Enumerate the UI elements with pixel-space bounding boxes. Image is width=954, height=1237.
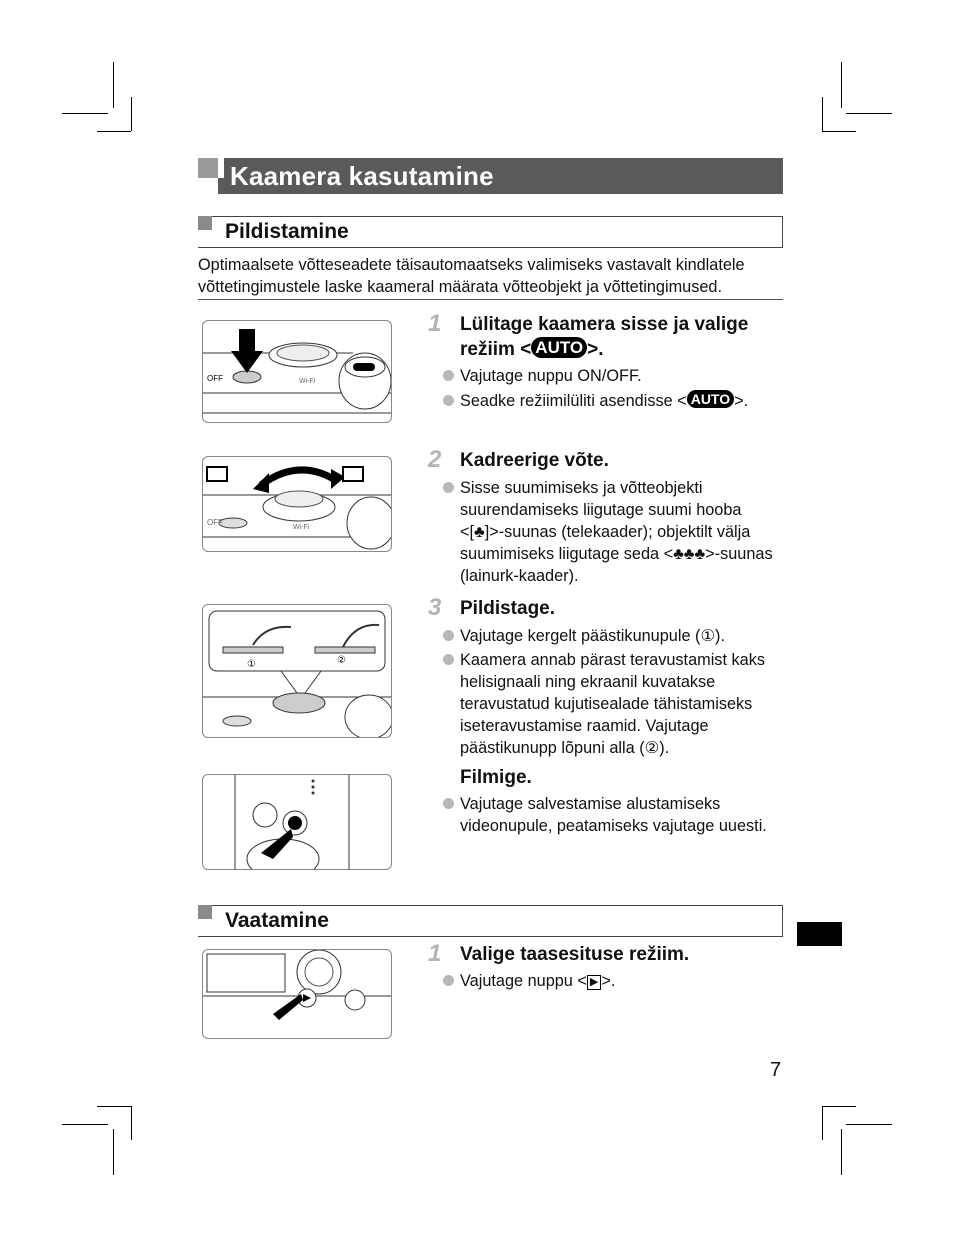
play-icon: ▶: [587, 975, 601, 990]
bullet-text: Kaamera annab pärast teravustamist kaks helisignaali ning ekraanil kuvatakse teravustatud kujutisealade tähistamiseks iseteravustamise raamid. Vajutage päästikunupp lõpuni alla (②).: [460, 651, 765, 757]
list-item: [443, 390, 788, 412]
section-title: Vaatamine: [225, 909, 329, 932]
bullet-text: Vajutage nuppu ON/OFF.: [460, 367, 642, 385]
callout-1: ①: [247, 659, 256, 670]
step-heading-line: režiim <: [460, 339, 532, 360]
bullet-icon: [443, 798, 454, 809]
off-label: OFF: [207, 518, 223, 527]
list-item: [443, 477, 788, 587]
page-number: 7: [770, 1059, 782, 1081]
step-number: 1: [428, 940, 442, 967]
step-heading: Pildistage.: [460, 598, 556, 619]
bullet-icon: [443, 654, 454, 665]
bullet-icon: [443, 395, 454, 406]
bullet-text-part: >.: [601, 972, 616, 990]
bullet-text: [460, 970, 788, 992]
step-heading: Kadreerige võte.: [460, 450, 609, 471]
bullet-icon: [443, 630, 454, 641]
playback-button-illustration: [202, 949, 392, 1039]
bullet-text: Vajutage salvestamise alustamiseks videonupule, peatamiseks vajutage uuesti.: [460, 795, 767, 835]
camera-zoom-illustration: [202, 456, 392, 552]
bullet-icon: [443, 370, 454, 381]
movie-button-illustration: [202, 774, 392, 870]
list-item: [443, 970, 788, 992]
auto-mode-icon: AUTO: [531, 337, 587, 358]
chapter-title: Kaamera kasutamine: [230, 161, 494, 191]
bullet-icon: [443, 482, 454, 493]
step-heading: Filmige.: [460, 767, 532, 788]
crop-mark: [97, 131, 131, 132]
step-heading-line: Lülitage kaamera sisse ja valige: [460, 314, 749, 335]
crop-mark: [822, 1106, 856, 1107]
step-number: 1: [428, 310, 442, 337]
step-heading: [460, 312, 748, 362]
bullet-text-part: Seadke režiimilüliti asendisse <: [460, 392, 687, 410]
crop-mark: [113, 62, 114, 108]
off-label: OFF: [207, 374, 223, 383]
shutter-press-illustration: [202, 604, 392, 738]
crop-mark: [841, 1129, 842, 1175]
list-item: [443, 625, 788, 647]
crop-mark: [822, 97, 823, 131]
wifi-label: Wi-Fi: [299, 378, 316, 385]
step-number: 3: [428, 594, 442, 621]
step-heading: Valige taasesituse režiim.: [460, 944, 690, 965]
wifi-label: Wi-Fi: [293, 524, 310, 531]
crop-mark: [841, 62, 842, 108]
bullet-text: Sisse suumimiseks ja võtteobjekti suurendamiseks liigutage suumi hooba <[♣]>-suunas (telekaader); objektilt välja suumimiseks liigutage seda <♣♣♣>-suunas (lainurk-kaader).: [460, 479, 773, 585]
bullet-text-part: Vajutage nuppu <: [460, 972, 587, 990]
chapter-tab: [797, 922, 842, 946]
list-item: [443, 793, 788, 837]
crop-mark: [97, 1106, 131, 1107]
bullet-icon: [443, 975, 454, 986]
crop-mark: [131, 97, 132, 131]
crop-mark: [822, 131, 856, 132]
bullet-text: [460, 390, 788, 412]
playback-drawing: [203, 950, 391, 1038]
movie-drawing: [203, 775, 391, 869]
crop-mark: [822, 1106, 823, 1140]
divider: [198, 299, 783, 300]
auto-mode-icon: AUTO: [687, 390, 734, 408]
bullet-text-part: >.: [734, 392, 749, 410]
shutter-drawing: [203, 605, 391, 737]
crop-mark: [62, 1124, 108, 1125]
chapter-title-bar: [198, 158, 783, 194]
section-title: Pildistamine: [225, 220, 349, 243]
crop-mark: [113, 1129, 114, 1175]
bullet-text: Vajutage kergelt päästikunupule (①).: [460, 627, 725, 645]
camera-power-illustration: [202, 320, 392, 423]
crop-mark: [62, 113, 108, 114]
camera-top-drawing: [203, 321, 391, 422]
list-item: [443, 365, 788, 387]
crop-mark: [131, 1106, 132, 1140]
step-number: 2: [428, 446, 442, 473]
camera-zoom-drawing: [203, 457, 391, 551]
step-heading-suffix: >.: [587, 339, 604, 360]
list-item: [443, 649, 788, 759]
crop-mark: [846, 1124, 892, 1125]
intro-paragraph: Optimaalsete võtteseadete täisautomaatseks valimiseks vastavalt kindlatele võttetingimustele laske kaameral määrata võtteobjekt ja võttetingimused.: [198, 256, 745, 296]
crop-mark: [846, 113, 892, 114]
section-heading-shooting: [198, 216, 783, 248]
callout-2: ②: [337, 655, 346, 666]
section-heading-viewing: [198, 905, 783, 937]
